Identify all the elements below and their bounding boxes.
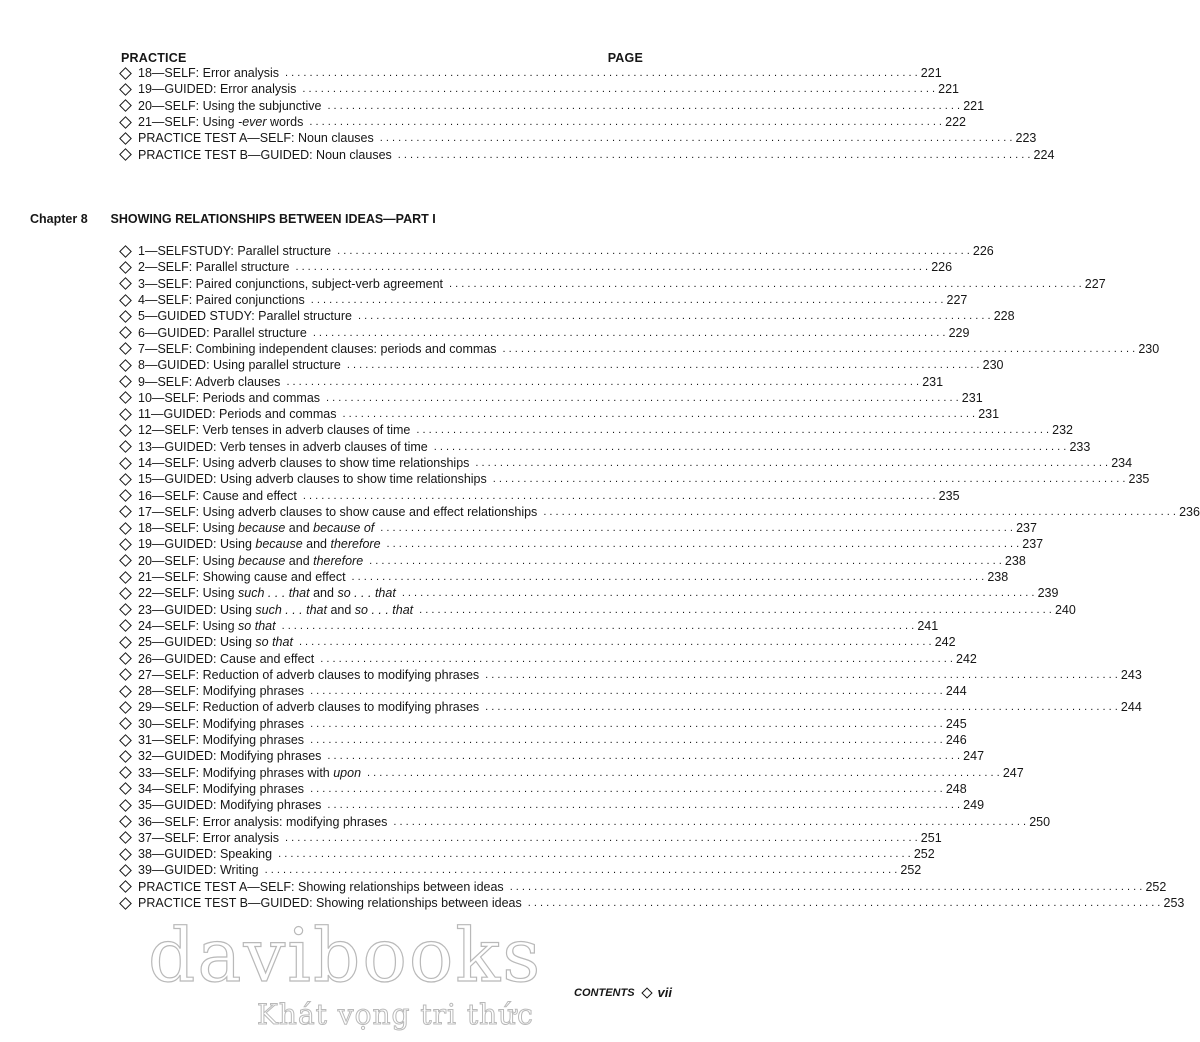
dot-leader: [310, 783, 943, 795]
dot-leader: [398, 149, 1031, 161]
diamond-icon: [119, 375, 132, 388]
toc-entry-page: 247: [963, 749, 985, 764]
toc-entry-page: 231: [978, 407, 1000, 422]
dot-leader: [326, 392, 959, 404]
diamond-icon: [119, 83, 132, 96]
toc-entry-page: 235: [938, 488, 960, 503]
toc-entry-title: 20—SELF: Using the subjunctive: [138, 98, 322, 113]
dot-leader: [475, 457, 1108, 469]
toc-entry-title: 2—SELF: Parallel structure: [138, 260, 290, 275]
dot-leader: [265, 864, 898, 876]
toc-entry-page: 236: [1179, 504, 1200, 519]
diamond-icon: [119, 734, 132, 747]
diamond-icon: [119, 848, 132, 861]
toc-entry-title: 24—SELF: Using so that: [138, 618, 276, 633]
toc-entry-page: 244: [945, 684, 967, 699]
toc-entry-title: 37—SELF: Error analysis: [138, 830, 280, 845]
toc-entry: [118, 862, 922, 878]
footer-contents-label: CONTENTS: [574, 986, 635, 999]
toc-entry: [118, 114, 966, 130]
toc-entry-title: 28—SELF: Modifying phrases: [138, 684, 305, 699]
chapter-label: Chapter 8: [30, 212, 88, 226]
toc-entry-title: 13—GUIDED: Verb tenses in adverb clauses of time: [138, 439, 428, 454]
watermark-slogan: Khát vọng tri thức: [257, 998, 534, 1031]
toc-entry: [118, 276, 1106, 292]
toc-entry-title: 34—SELF: Modifying phrases: [138, 781, 305, 796]
dot-leader: [367, 767, 1000, 779]
toc-entry: [118, 895, 1185, 911]
dot-leader: [327, 100, 960, 112]
diamond-icon: [119, 489, 132, 502]
toc-entry: [118, 406, 1000, 422]
dot-leader: [528, 897, 1161, 909]
page-column-header: PAGE: [607, 51, 643, 65]
toc-entry: [118, 259, 953, 275]
toc-entry-title: 4—SELF: Paired conjunctions: [138, 293, 305, 308]
diamond-icon: [119, 67, 132, 80]
diamond-icon: [119, 717, 132, 730]
toc-entry: [118, 422, 1073, 438]
toc-entry-page: 223: [1015, 131, 1037, 146]
dot-leader: [449, 278, 1082, 290]
diamond-icon: [119, 326, 132, 339]
dot-leader: [393, 816, 1026, 828]
toc-entry-page: 240: [1054, 602, 1076, 617]
toc-entry: [118, 699, 1142, 715]
dot-leader: [310, 718, 943, 730]
diamond-icon: [119, 457, 132, 470]
diamond-icon: [119, 408, 132, 421]
toc-entry: [118, 98, 985, 114]
toc-entry-title: 31—SELF: Modifying phrases: [138, 733, 305, 748]
toc-entry: [118, 830, 942, 846]
practice-column-header: PRACTICE: [121, 51, 187, 65]
dot-leader: [313, 327, 946, 339]
toc-entry-title: 16—SELF: Cause and effect: [138, 488, 297, 503]
toc-entry: [118, 439, 1091, 455]
dot-leader: [327, 750, 960, 762]
dot-leader: [303, 490, 936, 502]
toc-entry-page: 227: [1084, 276, 1106, 291]
toc-entry-page: 222: [945, 115, 966, 130]
toc-entry-title: 17—SELF: Using adverb clauses to show cause and effect relationships: [138, 504, 538, 519]
toc-entry-page: 238: [1004, 553, 1026, 568]
dot-leader: [342, 408, 975, 420]
dot-leader: [419, 604, 1052, 616]
diamond-icon: [119, 668, 132, 681]
dot-leader: [295, 261, 928, 273]
toc-entry-page: 221: [938, 82, 959, 97]
toc-entry: [118, 130, 1037, 146]
diamond-icon: [119, 359, 132, 372]
toc-entry: [118, 585, 1059, 601]
diamond-icon: [119, 245, 132, 258]
toc-entry-title: 8—GUIDED: Using parallel structure: [138, 358, 341, 373]
dot-leader: [510, 881, 1143, 893]
watermark-brand: davibooks: [148, 913, 543, 999]
page-footer: [574, 985, 672, 1000]
diamond-icon: [119, 603, 132, 616]
dot-leader: [402, 587, 1035, 599]
toc-entry-page: 239: [1037, 586, 1059, 601]
toc-entry-title: PRACTICE TEST A—SELF: Showing relationships between ideas: [138, 879, 504, 894]
toc-entry-title: 18—SELF: Using because and because of: [138, 521, 375, 536]
toc-entry-title: 18—SELF: Error analysis: [138, 66, 280, 81]
dot-leader: [369, 555, 1002, 567]
diamond-icon: [119, 132, 132, 145]
toc-entry-title: 14—SELF: Using adverb clauses to show time relationships: [138, 456, 470, 470]
toc-entry-title: 38—GUIDED: Speaking: [138, 847, 273, 862]
toc-entry-page: 249: [963, 798, 985, 813]
toc-entry-page: 244: [1120, 700, 1142, 715]
dot-leader: [285, 832, 918, 844]
toc-entry-title: 25—GUIDED: Using so that: [138, 635, 293, 650]
toc-entry-page: 224: [1033, 147, 1055, 162]
chapter-title: SHOWING RELATIONSHIPS BETWEEN IDEAS—PART I: [110, 212, 436, 226]
dot-leader: [327, 799, 960, 811]
toc-entry-title: 21—SELF: Showing cause and effect: [138, 570, 346, 585]
diamond-icon: [119, 571, 132, 584]
toc-entry: [118, 341, 1160, 357]
toc-entry-page: 227: [946, 293, 968, 308]
toc-entry-page: 226: [972, 244, 994, 259]
toc-entry-title: 23—GUIDED: Using such . . . that and so . . . that: [138, 602, 414, 617]
toc-entry: [118, 520, 1037, 536]
toc-entry: [118, 487, 960, 503]
toc-entry-page: 237: [1022, 537, 1044, 552]
diamond-icon: [119, 554, 132, 567]
diamond-icon: [119, 440, 132, 453]
diamond-icon: [119, 99, 132, 112]
diamond-icon: [119, 783, 132, 796]
diamond-icon: [119, 277, 132, 290]
toc-entry-page: 248: [945, 781, 967, 796]
diamond-icon: [119, 766, 132, 779]
toc-entry-title: 10—SELF: Periods and commas: [138, 390, 321, 405]
dot-leader: [285, 67, 918, 79]
diamond-icon: [119, 587, 132, 600]
toc-entry-page: 253: [1163, 896, 1185, 911]
toc-entry-title: 33—SELF: Modifying phrases with upon: [138, 765, 362, 780]
toc-entry-title: 22—SELF: Using such . . . that and so . . . that: [138, 586, 396, 601]
diamond-icon: [119, 294, 132, 307]
diamond-icon: [119, 116, 132, 129]
toc-entry: [118, 650, 977, 666]
toc-entry-page: 252: [913, 847, 935, 862]
toc-entry-page: 242: [934, 635, 956, 650]
dot-leader: [320, 653, 953, 665]
toc-entry-title: PRACTICE TEST A—SELF: Noun clauses: [138, 131, 374, 146]
toc-entry-title: 36—SELF: Error analysis: modifying phrases: [138, 814, 388, 829]
toc-entry-title: 32—GUIDED: Modifying phrases: [138, 749, 322, 764]
diamond-icon: [119, 310, 132, 323]
toc-entry-title: 39—GUIDED: Writing: [138, 863, 259, 878]
toc-entry: [118, 602, 1076, 618]
dot-leader: [493, 473, 1126, 485]
toc-entry-page: 252: [1145, 879, 1167, 894]
toc-entry-title: 12—SELF: Verb tenses in adverb clauses of time: [138, 423, 411, 438]
toc-entry: [118, 455, 1133, 471]
diamond-icon: [119, 538, 132, 551]
toc-entry-title: 7—SELF: Combining independent clauses: periods and commas: [138, 341, 497, 356]
diamond-icon: [119, 636, 132, 649]
diamond-icon: [119, 148, 132, 161]
diamond-icon: [119, 652, 132, 665]
toc-entry-title: 30—SELF: Modifying phrases: [138, 716, 305, 731]
toc-entry: [118, 81, 959, 97]
toc-entry: [118, 732, 967, 748]
dot-leader: [503, 343, 1136, 355]
toc-entry: [118, 634, 956, 650]
toc-entry: [118, 569, 1009, 585]
toc-entry-page: 237: [1016, 521, 1037, 536]
toc-entry: [118, 504, 1200, 520]
toc-section-1: [118, 65, 1055, 163]
diamond-icon: [641, 987, 652, 998]
toc-section-2: [118, 243, 1200, 911]
toc-entry-page: 241: [917, 618, 939, 633]
toc-entry: [118, 618, 939, 634]
toc-entry-page: 238: [987, 570, 1009, 585]
toc-entry-page: 250: [1029, 814, 1051, 829]
dot-leader: [387, 538, 1020, 550]
toc-entry-title: 21—SELF: Using -ever words: [138, 115, 304, 130]
toc-entry-title: 29—SELF: Reduction of adverb clauses to modifying phrases: [138, 700, 480, 715]
toc-entry: [118, 667, 1142, 683]
dot-leader: [352, 571, 985, 583]
toc-entry: [118, 765, 1024, 781]
toc-entry-page: 228: [993, 309, 1015, 324]
toc-entry-page: 235: [1128, 472, 1150, 487]
diamond-icon: [119, 750, 132, 763]
diamond-icon: [119, 424, 132, 437]
dot-leader: [278, 848, 911, 860]
diamond-icon: [119, 343, 132, 356]
toc-entry-page: 231: [922, 374, 944, 389]
toc-entry-page: 242: [956, 651, 977, 666]
toc-entry-page: 221: [920, 66, 942, 81]
toc-entry: [118, 373, 944, 389]
dot-leader: [310, 685, 943, 697]
toc-entry-title: 35—GUIDED: Modifying phrases: [138, 798, 322, 813]
toc-entry-page: 226: [931, 260, 953, 275]
toc-entry: [118, 683, 967, 699]
dot-leader: [485, 669, 1118, 681]
diamond-icon: [119, 831, 132, 844]
toc-entry-title: PRACTICE TEST B—GUIDED: Noun clauses: [138, 147, 392, 162]
diamond-icon: [119, 864, 132, 877]
toc-entry-title: 3—SELF: Paired conjunctions, subject-verb agreement: [138, 276, 444, 291]
toc-entry-title: 26—GUIDED: Cause and effect: [138, 651, 315, 666]
dot-leader: [347, 359, 980, 371]
toc-entry-page: 232: [1052, 423, 1073, 438]
diamond-icon: [119, 799, 132, 812]
diamond-icon: [119, 506, 132, 519]
dot-leader: [309, 116, 942, 128]
toc-entry: [118, 146, 1055, 162]
diamond-icon: [119, 701, 132, 714]
toc-entry: [118, 879, 1167, 895]
toc-entry: [118, 536, 1044, 552]
toc-entry-title: 6—GUIDED: Parallel structure: [138, 325, 307, 340]
toc-entry: [118, 292, 968, 308]
toc-entry: [118, 357, 1004, 373]
toc-entry: [118, 748, 985, 764]
dot-leader: [286, 376, 919, 388]
toc-entry: [118, 797, 985, 813]
toc-entry-page: 229: [948, 325, 970, 340]
toc-entry-page: 245: [945, 716, 967, 731]
dot-leader: [311, 294, 944, 306]
toc-entry-page: 251: [920, 830, 942, 845]
toc-entry: [118, 716, 967, 732]
toc-entry-page: 221: [963, 98, 985, 113]
toc-entry: [118, 390, 983, 406]
toc-entry: [118, 846, 935, 862]
toc-entry: [118, 813, 1051, 829]
diamond-icon: [119, 391, 132, 404]
diamond-icon: [119, 620, 132, 633]
diamond-icon: [119, 685, 132, 698]
toc-entry: [118, 781, 967, 797]
dot-leader: [380, 522, 1013, 534]
toc-entry-title: PRACTICE TEST B—GUIDED: Showing relationships between ideas: [138, 896, 522, 911]
diamond-icon: [119, 815, 132, 828]
chapter-heading: [30, 212, 436, 226]
toc-entry: [118, 553, 1026, 569]
toc-entry-page: 246: [945, 733, 967, 748]
toc-entry: [118, 243, 994, 259]
dot-leader: [310, 734, 943, 746]
toc-entry-page: 230: [1138, 341, 1160, 356]
toc-entry-title: 15—GUIDED: Using adverb clauses to show time relationships: [138, 472, 487, 487]
toc-entry-title: 19—GUIDED: Using because and therefore: [138, 537, 381, 552]
toc-entry-title: 5—GUIDED STUDY: Parallel structure: [138, 309, 352, 324]
dot-leader: [485, 701, 1118, 713]
dot-leader: [302, 83, 935, 95]
toc-entry-title: 27—SELF: Reduction of adverb clauses to modifying phrases: [138, 667, 480, 682]
toc-entry-page: 252: [900, 863, 922, 878]
toc-entry-page: 231: [961, 390, 983, 405]
dot-leader: [358, 310, 991, 322]
diamond-icon: [119, 473, 132, 486]
dot-leader: [543, 506, 1176, 518]
toc-entry: [118, 308, 1015, 324]
diamond-icon: [119, 261, 132, 274]
toc-entry-page: 233: [1069, 439, 1091, 454]
diamond-icon: [119, 897, 132, 910]
dot-leader: [380, 132, 1013, 144]
diamond-icon: [119, 522, 132, 535]
toc-entry-title: 19—GUIDED: Error analysis: [138, 82, 297, 97]
toc-entry-title: 9—SELF: Adverb clauses: [138, 374, 281, 389]
toc-entry-page: 247: [1002, 765, 1024, 780]
toc-entry: [118, 65, 942, 81]
toc-entry: [118, 324, 970, 340]
toc-entry-page: 243: [1120, 667, 1142, 682]
dot-leader: [299, 636, 932, 648]
toc-entry-title: 1—SELFSTUDY: Parallel structure: [138, 244, 332, 259]
toc-entry: [118, 471, 1150, 487]
dot-leader: [416, 424, 1049, 436]
footer-page-number: vii: [657, 985, 672, 1000]
diamond-icon: [119, 880, 132, 893]
toc-entry-title: 11—GUIDED: Periods and commas: [138, 407, 337, 422]
dot-leader: [434, 441, 1067, 453]
toc-entry-page: 234: [1111, 456, 1133, 470]
dot-leader: [337, 245, 970, 257]
toc-entry-page: 230: [982, 358, 1004, 373]
dot-leader: [282, 620, 915, 632]
toc-entry-title: 20—SELF: Using because and therefore: [138, 553, 364, 568]
